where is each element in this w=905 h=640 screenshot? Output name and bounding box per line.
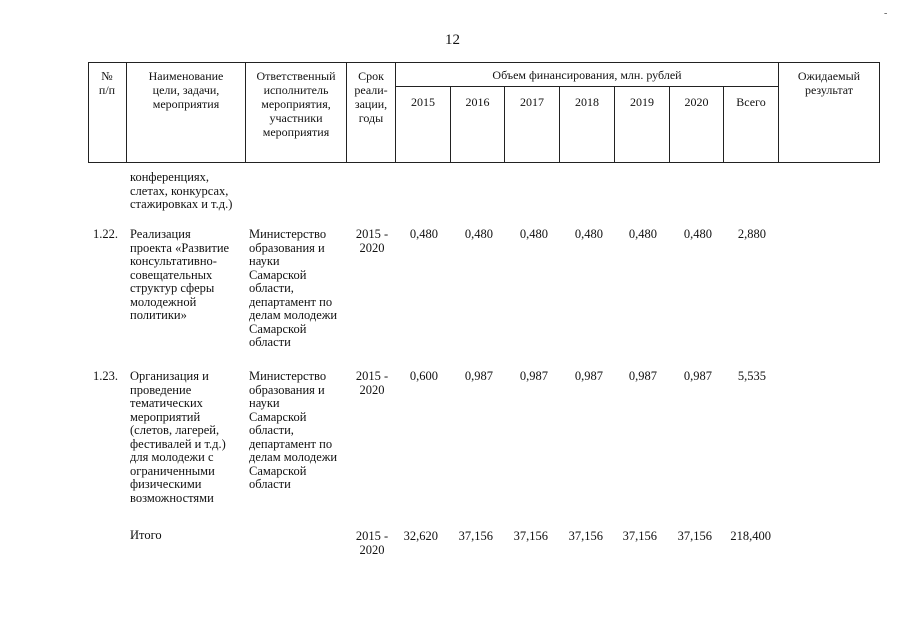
header-responsible: Ответственный исполнитель мероприятия, участники мероприятия <box>256 69 336 139</box>
row-value-total: 2,880 <box>737 227 766 241</box>
header-year-2018: 2018 <box>575 95 599 109</box>
row-value-2016: 0,480 <box>464 227 493 241</box>
row-value-2020: 0,480 <box>683 227 712 241</box>
total-value-2017: 37,156 <box>513 529 548 543</box>
header-top-border <box>88 62 880 63</box>
header-year-2019: 2019 <box>630 95 654 109</box>
row-name: Организация и проведение тематических мероприятий (слетов, лагерей, фестивалей и т.д.) для молодежи с ограниченными физическими возможностями <box>130 369 226 505</box>
header-funding-divider <box>395 86 778 87</box>
header-period: Срок реали- зации, годы <box>354 69 388 125</box>
total-value-2016: 37,156 <box>458 529 493 543</box>
header-year-2017: 2017 <box>520 95 544 109</box>
row-period: 2015 - 2020 <box>355 227 389 255</box>
header-name: Наименование цели, задачи, мероприятия <box>148 69 224 111</box>
row-value-total: 5,535 <box>737 369 766 383</box>
table-header <box>88 62 880 163</box>
header-year-2015: 2015 <box>411 95 435 109</box>
header-border-name <box>245 62 246 163</box>
row-value-2015: 0,600 <box>409 369 438 383</box>
total-value-2019: 37,156 <box>622 529 657 543</box>
header-num: № п/п <box>98 69 116 97</box>
row-value-2020: 0,987 <box>683 369 712 383</box>
header-year-total: Всего <box>736 95 766 109</box>
row-value-2019: 0,480 <box>628 227 657 241</box>
row-period: 2015 - 2020 <box>355 369 389 397</box>
total-period: 2015 - 2020 <box>355 529 389 557</box>
total-value-2018: 37,156 <box>568 529 603 543</box>
total-value-2020: 37,156 <box>677 529 712 543</box>
row-value-2018: 0,987 <box>574 369 603 383</box>
row-num: 1.22. <box>93 227 118 241</box>
row-value-2017: 0,987 <box>519 369 548 383</box>
total-value-2015: 32,620 <box>403 529 438 543</box>
row-responsible: Министерство образования и науки Самарской области, департамент по делам молодежи Самарской области <box>249 369 338 491</box>
header-border-right <box>879 62 880 163</box>
row-name: Реализация проекта «Развитие консультативно- совещательных структур сферы молодежной политики» <box>130 227 230 322</box>
page-number: 12 <box>445 32 460 48</box>
row-value-2018: 0,480 <box>574 227 603 241</box>
total-label: Итого <box>130 528 162 542</box>
header-bottom-border <box>88 162 880 163</box>
continuation-text: конференциях, слетах, конкурсах, стажировках и т.д.) <box>130 170 233 211</box>
row-value-2019: 0,987 <box>628 369 657 383</box>
row-value-2017: 0,480 <box>519 227 548 241</box>
header-year-2016: 2016 <box>465 95 490 109</box>
row-value-2015: 0,480 <box>409 227 438 241</box>
header-result: Ожидаемый результат <box>797 69 861 97</box>
total-value-all: 218,400 <box>730 529 771 543</box>
row-value-2016: 0,987 <box>464 369 493 383</box>
row-num: 1.23. <box>93 369 118 383</box>
header-funding: Объем финансирования, млн. рублей <box>492 68 682 82</box>
corner-mark: - <box>884 8 888 19</box>
row-responsible: Министерство образования и науки Самарской области, департамент по делам молодежи Самарской области <box>249 227 338 349</box>
header-year-2020: 2020 <box>684 95 709 109</box>
